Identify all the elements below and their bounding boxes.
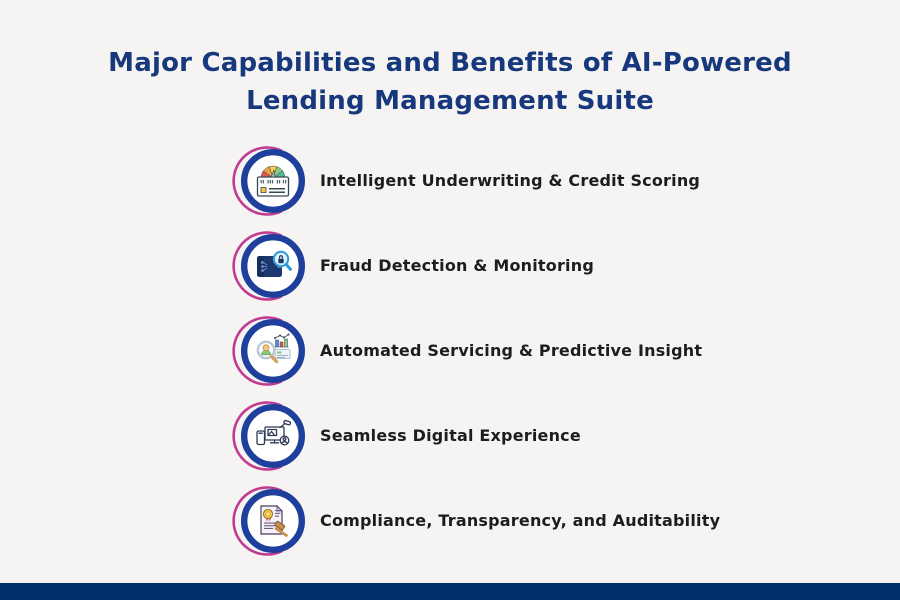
list-item <box>230 308 720 393</box>
capability-badge <box>230 141 310 221</box>
capability-label: Seamless Digital Experience <box>320 426 581 445</box>
capability-badge <box>230 226 310 306</box>
page-title <box>0 44 900 120</box>
page-title-line1: Major Capabilities and Benefits of AI-Powered <box>108 48 792 78</box>
capability-badge <box>230 396 310 476</box>
capability-label: Fraud Detection & Monitoring <box>320 256 594 275</box>
capability-label: Compliance, Transparency, and Auditability <box>320 511 721 530</box>
capability-list <box>230 138 720 563</box>
list-item <box>230 393 720 478</box>
list-item <box>230 478 720 563</box>
list-item <box>230 138 720 223</box>
bottom-accent-bar <box>0 583 900 600</box>
capability-label: Intelligent Underwriting & Credit Scoring <box>320 171 701 190</box>
capability-badge <box>230 311 310 391</box>
capability-label: Automated Servicing & Predictive Insight <box>320 341 703 360</box>
capability-badge <box>230 481 310 561</box>
list-item <box>230 223 720 308</box>
page-title-line2: Lending Management Suite <box>246 86 654 116</box>
